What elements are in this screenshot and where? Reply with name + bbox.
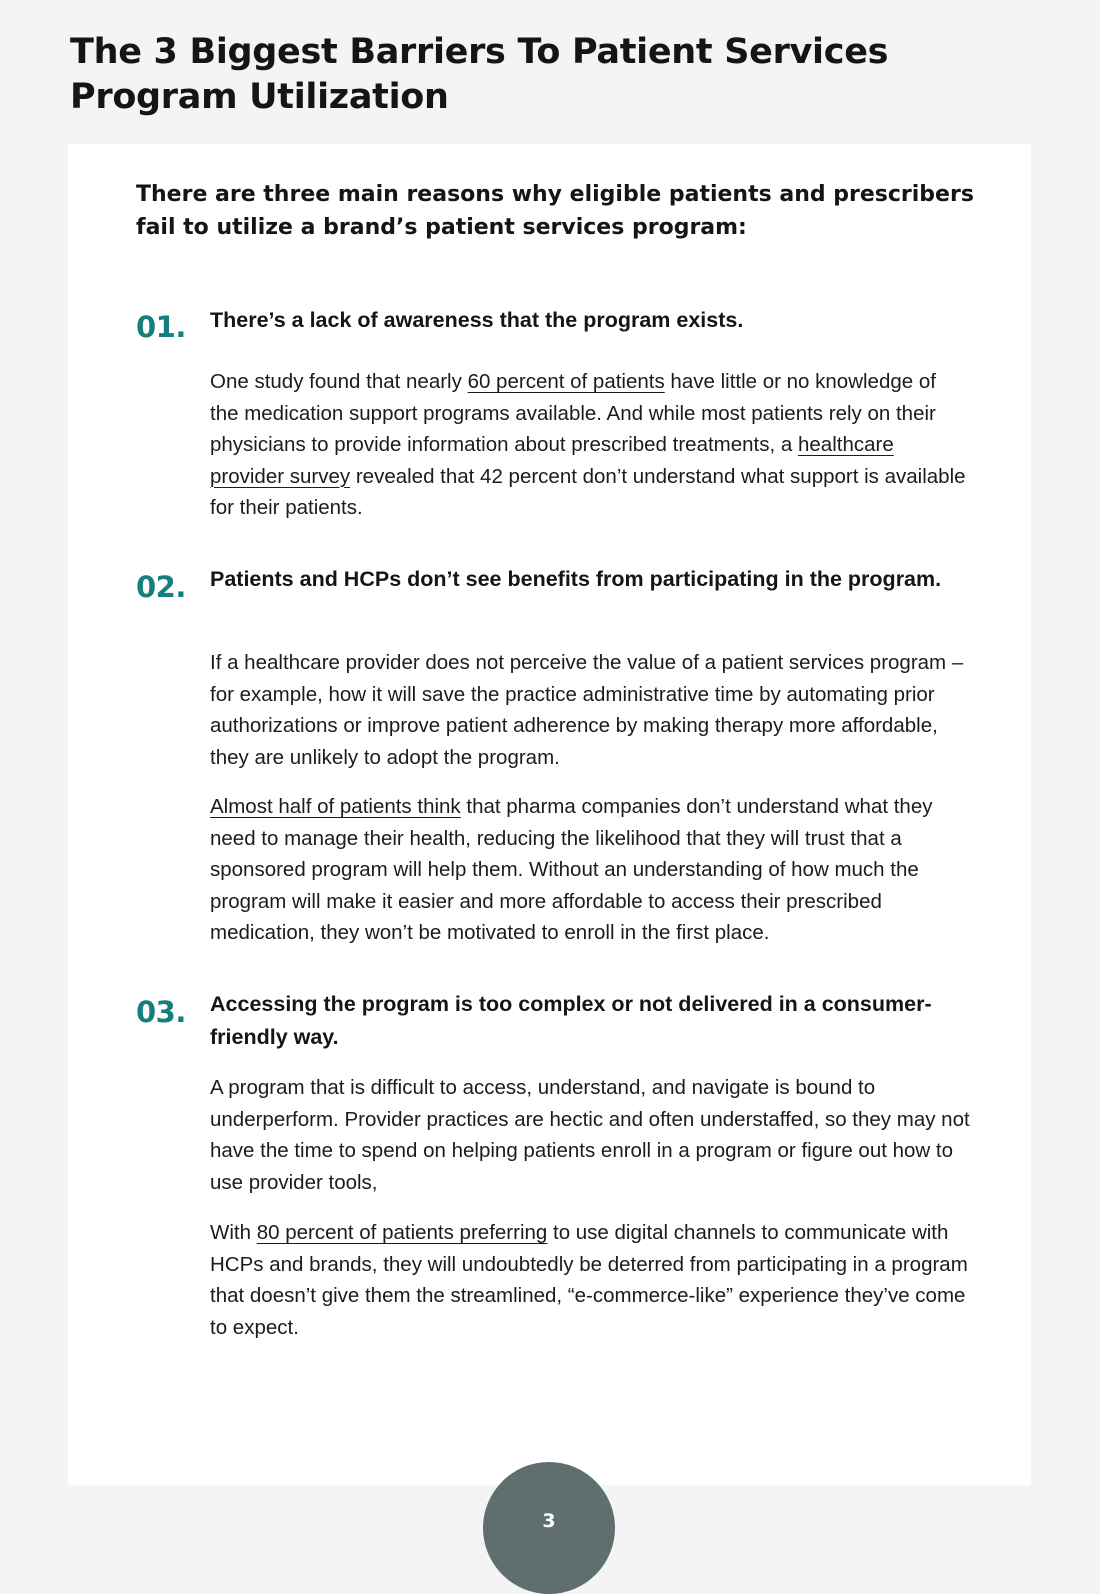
item-number: 02. [136,570,186,604]
page-title: The 3 Biggest Barriers To Patient Services Program Utilization [70,32,889,117]
item-heading: Accessing the program is too complex or not delivered in a consumer-friendly way. [210,992,932,1049]
item-paragraph: One study found that nearly 60 percent of patients have little or no knowledge of the medication support programs available. And while most patients rely on their physicians to provide information about prescribed treatments, a healthcare provider survey revealed that 42 percent don’t understand what support is available for their patients. [210,370,966,519]
link-healthcare-provider-survey[interactable]: healthcare provider survey [210,433,894,488]
page-number-badge [483,1462,615,1594]
item-number: 03. [136,995,186,1029]
item-paragraph: With 80 percent of patients preferring to use digital channels to communicate with HCPs and brands, they will undoubtedly be deterred from participating in a program that doesn’t give them the streamlined, “e-commerce-like” experience they’ve come to expect. [210,1221,968,1339]
content-card [68,144,1031,1485]
item-heading: Patients and HCPs don’t see benefits from participating in the program. [210,567,942,591]
link-60-percent-of-patients[interactable]: 60 percent of patients [467,370,665,393]
item-paragraph: Almost half of patients think that pharma companies don’t understand what they need to manage their health, reducing the likelihood that they will trust that a sponsored program will help them. Without an understanding of how much the program will make it easier and more affordable to access their prescribed medication, they won’t be motivated to enroll in the first place. [210,795,933,944]
item-number: 01. [136,310,186,344]
item-heading: There’s a lack of awareness that the program exists. [210,308,744,332]
item-paragraph: If a healthcare provider does not perceive the value of a patient services program – for example, how it will save the practice administrative time by automating prior authorizations or improve patient adherence by making therapy more affordable, they are unlikely to adopt the program. [210,651,964,769]
link-80-percent-of-patients-preferring[interactable]: 80 percent of patients preferring [256,1221,548,1244]
intro-text: There are three main reasons why eligible patients and prescribers fail to utilize a brand’s patient services program: [136,182,974,240]
item-paragraph: A program that is difficult to access, understand, and navigate is bound to underperform. Provider practices are hectic and often understaffed, so they may not have the time to spend on helping patients enroll in a program or figure out how to use provider tools, [210,1076,970,1194]
link-almost-half-of-patients-think[interactable]: Almost half of patients think [210,795,461,818]
page-number: 3 [542,1510,556,1532]
